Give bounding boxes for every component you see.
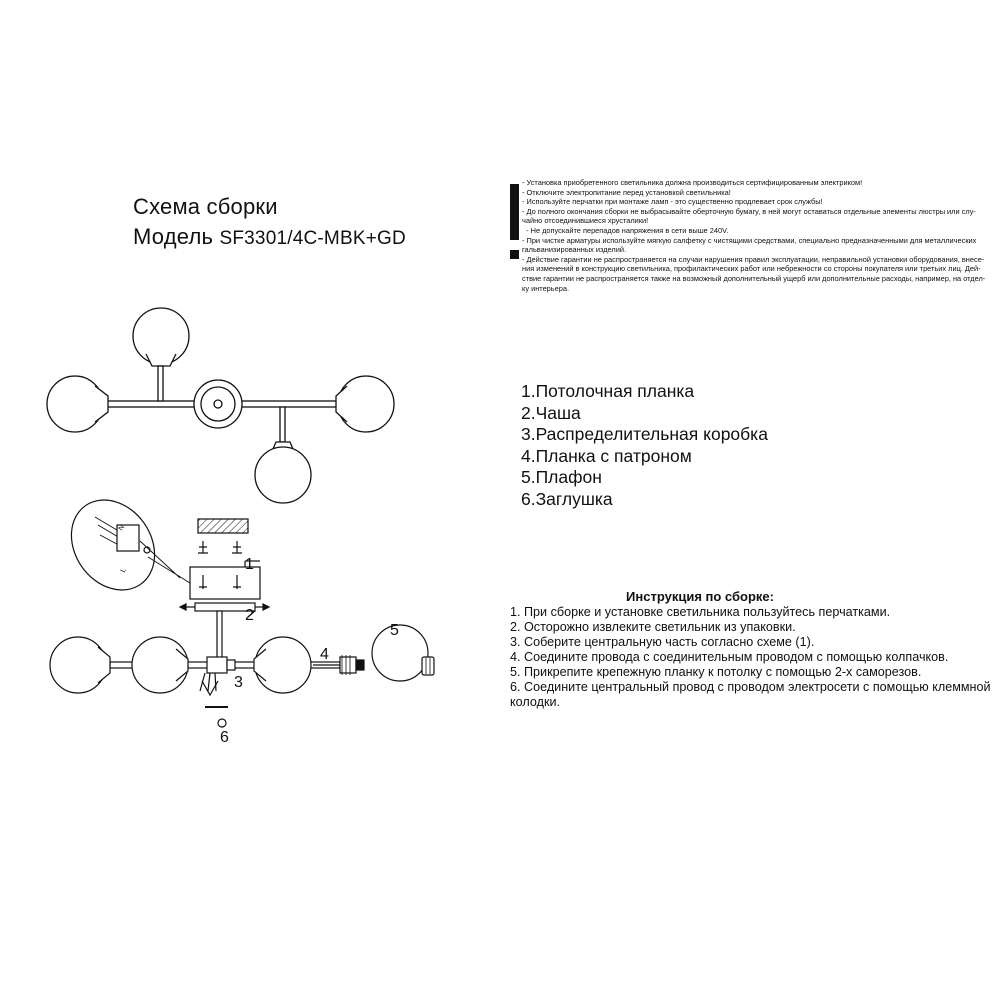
warning-line: ствие гарантии не распространяется также на возможный дополнительный ущерб или дополнительные расходы, например, на отдел- bbox=[522, 273, 986, 283]
label-3: 3 bbox=[234, 674, 243, 691]
instruction-step: 6. Соедините центральный провод с проводом электросети с помощью клеммной колодки. bbox=[510, 680, 991, 709]
instruction-step: 5. Прикрепите крепежную планку к потолку с помощью 2-х саморезов. bbox=[510, 665, 922, 679]
instructions-title: Инструкция по сборке: bbox=[626, 589, 774, 604]
warning-notes bbox=[522, 178, 990, 293]
wire-label-n: N bbox=[117, 524, 127, 532]
label-1: 1 bbox=[245, 556, 254, 573]
instruction-step: 3. Соберите центральную часть согласно схеме (1). bbox=[510, 635, 815, 649]
model-line bbox=[133, 224, 406, 250]
part-item: 5.Плафон bbox=[521, 467, 602, 487]
label-4: 4 bbox=[320, 646, 329, 663]
warning-line: - Используйте перчатки при монтаже ламп - это существенно продлевает срок службы! bbox=[522, 197, 823, 207]
wire-label-l: L bbox=[119, 567, 128, 574]
warning-line: - До полного окончания сборки не выбрасывайте оберточную бумагу, в ней могут оставаться отдельные элементы люстры или слу- bbox=[522, 206, 976, 216]
part-item: 6.Заглушка bbox=[521, 488, 613, 509]
warning-line: ку интерьера. bbox=[522, 283, 570, 293]
warning-line: - Отключите электропитание перед установкой светильника! bbox=[522, 187, 731, 197]
part-item: 1.Потолочная планка bbox=[521, 381, 695, 401]
part-item: 2.Чаша bbox=[521, 402, 581, 423]
instruction-step: 1. При сборке и установке светильника пользуйтесь перчатками. bbox=[510, 605, 891, 619]
instruction-step: 4. Соедините провода с соединительным проводом с помощью колпачков. bbox=[510, 650, 949, 664]
assembly-drawing bbox=[40, 495, 500, 755]
instruction-step: 2. Осторожно извлеките светильник из упаковки. bbox=[510, 620, 796, 634]
warning-line: гальванизированных изделий. bbox=[522, 245, 627, 255]
part-item: 3.Распределительная коробка bbox=[521, 424, 768, 444]
warning-line: - При чистке арматуры используйте мягкую салфетку с чистящими средствами, специально предназначенными для металлических bbox=[522, 235, 977, 245]
parts-list bbox=[521, 381, 768, 510]
warning-line: - Установка приобретенного светильника должна производиться сертифицированным электриком! bbox=[522, 178, 863, 187]
label-2: 2 bbox=[245, 607, 254, 624]
label-5: 5 bbox=[390, 622, 399, 639]
model-code: SF3301/4C-MBK+GD bbox=[219, 228, 406, 249]
warning-line: - Действие гарантии не распространяется на случаи нарушения правил эксплуатации, неправильной установки оборудования, внесе- bbox=[522, 254, 985, 264]
instructions-list bbox=[510, 605, 995, 710]
exclamation-icon bbox=[508, 184, 522, 264]
warning-line: ния изменений в конструкцию светильника, профилактических работ или небрежности со стороны покупателя или третьих лиц. Дей- bbox=[522, 264, 981, 274]
warning-line: - Не допускайте перепадов напряжения в сети выше 240V. bbox=[522, 225, 729, 235]
model-prefix: Модель bbox=[133, 224, 214, 249]
page-title: Схема сборки bbox=[133, 194, 278, 219]
warning-line: чайно отсоединившиеся хрусталики! bbox=[522, 216, 649, 226]
label-6: 6 bbox=[220, 729, 229, 746]
part-item: 4.Планка с патроном bbox=[521, 445, 692, 466]
